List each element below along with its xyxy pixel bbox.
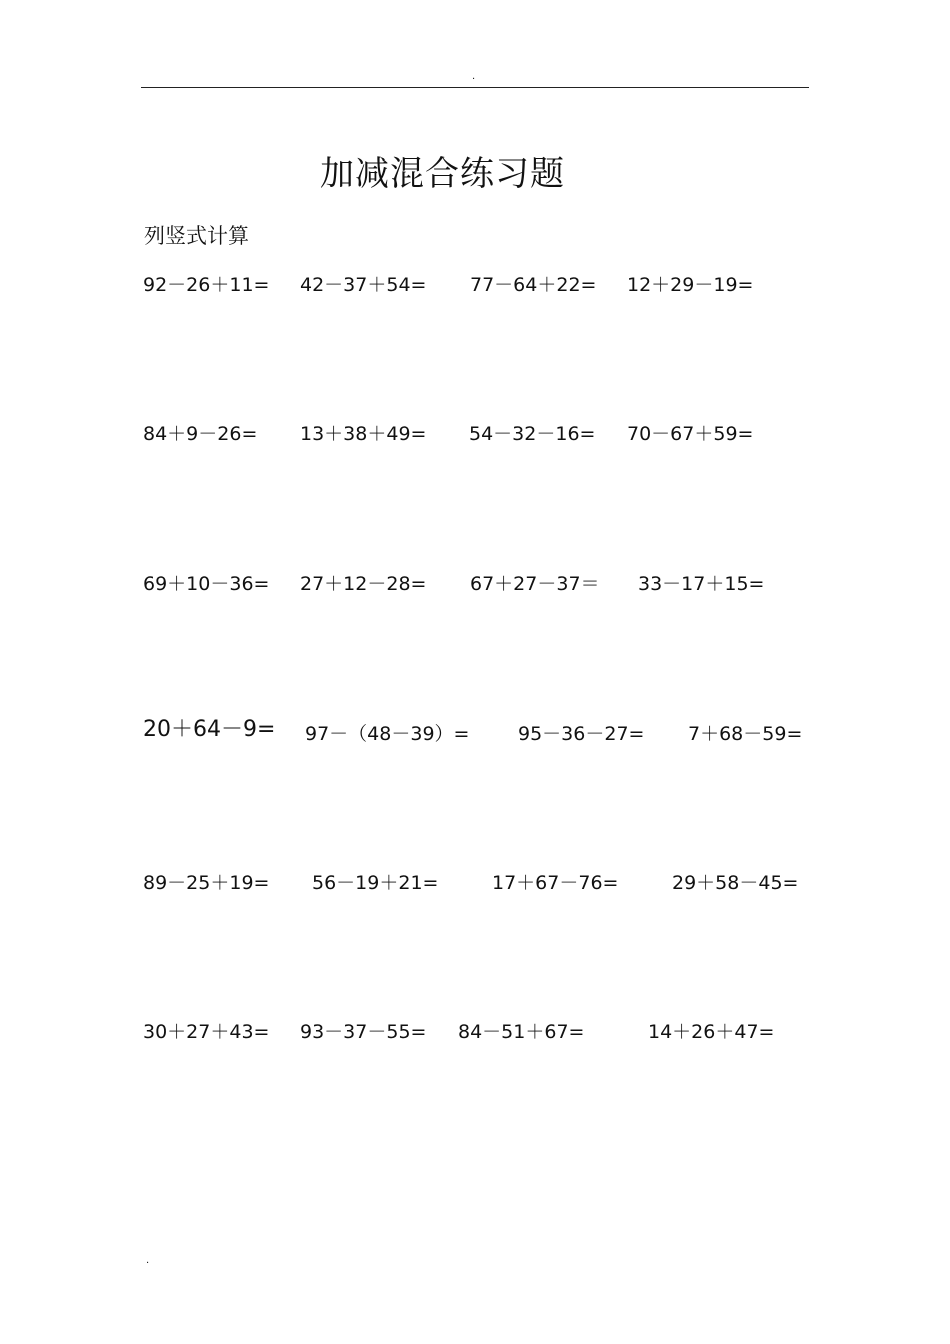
problem-r4-c3: 95－36－27= <box>518 723 645 745</box>
problem-r3-c1: 69＋10－36= <box>143 573 270 595</box>
problem-r6-c2: 93－37－55= <box>300 1021 427 1043</box>
problem-r2-c3: 54－32－16= <box>469 423 596 445</box>
problem-r6-c1: 30＋27＋43= <box>143 1021 270 1043</box>
problem-r1-c3: 77－64＋22= <box>470 274 597 296</box>
problem-r5-c3: 17＋67－76= <box>492 872 619 894</box>
problem-r3-c3: 67＋27－37＝ <box>470 573 600 595</box>
problem-r1-c4: 12＋29－19= <box>627 274 754 296</box>
problem-r3-c4: 33－17＋15= <box>638 573 765 595</box>
header-mark: . <box>472 71 476 82</box>
problem-r4-c4: 7＋68－59= <box>688 723 803 745</box>
page-title: 加减混合练习题 <box>320 154 565 194</box>
problem-r1-c1: 92－26＋11= <box>143 274 270 296</box>
problem-r6-c3: 84－51＋67= <box>458 1021 585 1043</box>
problem-r2-c4: 70－67＋59= <box>627 423 754 445</box>
header-rule <box>141 87 809 88</box>
footer-mark: . <box>146 1255 150 1266</box>
problem-r2-c2: 13＋38＋49= <box>300 423 427 445</box>
problem-r3-c2: 27＋12－28= <box>300 573 427 595</box>
problem-r4-c2: 97－（48－39）= <box>305 723 470 745</box>
problem-r6-c4: 14＋26＋47= <box>648 1021 775 1043</box>
problem-r5-c4: 29＋58－45= <box>672 872 799 894</box>
problem-r5-c2: 56－19＋21= <box>312 872 439 894</box>
problem-r4-c1: 20＋64－9= <box>143 717 276 742</box>
problem-r2-c1: 84＋9－26= <box>143 423 258 445</box>
instruction-text: 列竖式计算 <box>144 224 249 248</box>
problem-r1-c2: 42－37＋54= <box>300 274 427 296</box>
problem-r5-c1: 89－25＋19= <box>143 872 270 894</box>
